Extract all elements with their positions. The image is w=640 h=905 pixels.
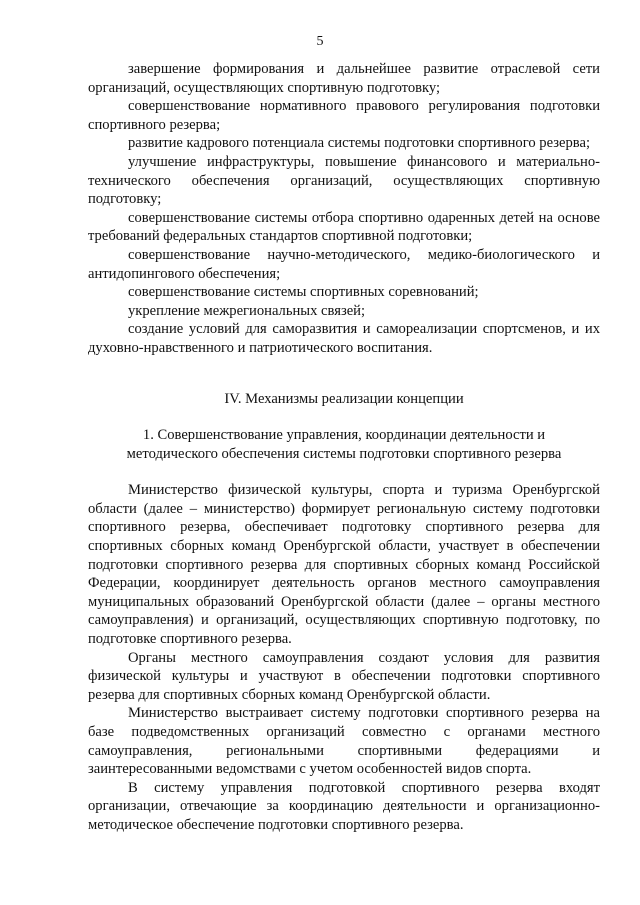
task-item: создание условий для саморазвития и самореализации спортсменов, и их духовно-нравственного и патриотического воспитания.	[88, 321, 600, 356]
section-body	[88, 481, 600, 834]
task-item: завершение формирования и дальнейшее развитие отраслевой сети организаций, осуществляющих спортивную подготовку;	[88, 61, 600, 96]
task-item: улучшение инфраструктуры, повышение финансового и материально-технического обеспечения организаций, осуществляющих спортивную подготовку;	[88, 153, 600, 208]
page-number: 5	[316, 34, 324, 49]
subsection-title	[88, 426, 600, 463]
task-item: развитие кадрового потенциала системы подготовки спортивного резерва;	[128, 135, 591, 152]
paragraph: Министерство физической культуры, спорта и туризма Оренбургской области (далее – министерство) формирует региональную систему подготовки спортивного резерва, обеспечивает подготовку спортивного резерва для спортивных сборных команд Оренбургской области, участвует в обеспечении подготовки спортивного резерва для спортивных сборных команд Российской Федерации, координирует деятельность органов местного самоуправления муниципальных образований Оренбургской области (далее – органы местного самоуправления) и организаций, осуществляющих спортивную подготовку, по подготовке спортивного резерва.	[88, 482, 600, 648]
task-item: совершенствование нормативного правового регулирования подготовки спортивного резерва;	[88, 98, 600, 133]
task-item: укрепление межрегиональных связей;	[128, 302, 366, 319]
subsection-title-line: методического обеспечения системы подготовки спортивного резерва	[126, 445, 562, 462]
task-list	[88, 60, 600, 358]
section-title: IV. Механизмы реализации концепции	[224, 390, 464, 407]
task-item: совершенствование системы спортивных соревнований;	[128, 284, 479, 301]
paragraph: Органы местного самоуправления создают условия для развития физической культуры и участвуют в обеспечении подготовки спортивного резерва для спортивных сборных команд Оренбургской области.	[88, 649, 600, 703]
task-item: совершенствование системы отбора спортивно одаренных детей на основе требований федеральных стандартов спортивной подготовки;	[88, 209, 600, 245]
task-item: совершенствование научно-методического, медико-биологического и антидопингового обеспечения;	[88, 246, 600, 282]
subsection-title-line: 1. Совершенствование управления, координации деятельности и	[142, 427, 546, 444]
paragraph: Министерство выстраивает систему подготовки спортивного резерва на базе подведомственных организаций совместно с органами местного самоуправления, региональными спортивными федерациями и заинтересованными ведомствами с учетом особенностей видов спорта.	[88, 705, 600, 778]
paragraph: В систему управления подготовкой спортивного резерва входят организации, отвечающие за координацию деятельности и организационно-методическое обеспечение подготовки спортивного резерва.	[88, 779, 600, 833]
document-body	[88, 60, 600, 835]
